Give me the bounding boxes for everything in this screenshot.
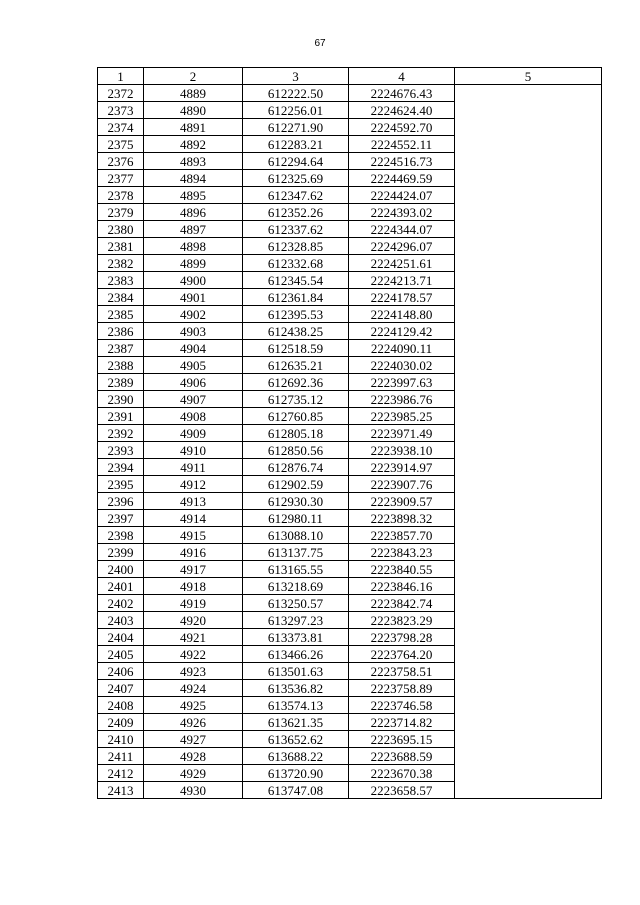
table-cell-col-1: 2385	[98, 306, 144, 323]
table-cell-col-4: 2223714.82	[349, 714, 455, 731]
table-cell-col-3: 612361.84	[243, 289, 349, 306]
table-cell-col-1: 2402	[98, 595, 144, 612]
table-cell-col-1: 2389	[98, 374, 144, 391]
table-cell-col-3: 612283.21	[243, 136, 349, 153]
table-cell-col-1: 2399	[98, 544, 144, 561]
table-cell-col-4: 2223985.25	[349, 408, 455, 425]
table-cell-col-1: 2412	[98, 765, 144, 782]
table-cell-col-1: 2391	[98, 408, 144, 425]
table-cell-col-2: 4897	[144, 221, 243, 238]
table-cell-col-1: 2404	[98, 629, 144, 646]
table-cell-col-1: 2381	[98, 238, 144, 255]
header-col-3: 3	[243, 68, 349, 85]
table-cell-col-1: 2386	[98, 323, 144, 340]
table-cell-col-4: 2224624.40	[349, 102, 455, 119]
table-cell-col-3: 612980.11	[243, 510, 349, 527]
table-cell-col-2: 4894	[144, 170, 243, 187]
table-cell-col-3: 613088.10	[243, 527, 349, 544]
table-cell-col-2: 4913	[144, 493, 243, 510]
table-cell-col-4: 2224148.80	[349, 306, 455, 323]
table-cell-col-3: 613373.81	[243, 629, 349, 646]
table-cell-col-1: 2406	[98, 663, 144, 680]
table-cell-col-4: 2223909.57	[349, 493, 455, 510]
table-cell-col-3: 613688.22	[243, 748, 349, 765]
table-cell-col-1: 2377	[98, 170, 144, 187]
table-cell-col-2: 4903	[144, 323, 243, 340]
table-cell-col-3: 613536.82	[243, 680, 349, 697]
table-cell-col-4: 2223823.29	[349, 612, 455, 629]
table-cell-col-1: 2409	[98, 714, 144, 731]
table-cell-col-4: 2223971.49	[349, 425, 455, 442]
table-cell-col-2: 4895	[144, 187, 243, 204]
table-cell-col-2: 4906	[144, 374, 243, 391]
table-cell-col-1: 2401	[98, 578, 144, 595]
table-cell-col-3: 612222.50	[243, 85, 349, 102]
table-cell-col-2: 4920	[144, 612, 243, 629]
table-cell-col-3: 612294.64	[243, 153, 349, 170]
table-cell-col-2: 4928	[144, 748, 243, 765]
header-col-5: 5	[455, 68, 602, 85]
table-cell-col-3: 612438.25	[243, 323, 349, 340]
table-cell-col-1: 2390	[98, 391, 144, 408]
table-cell-col-1: 2392	[98, 425, 144, 442]
table-cell-col-3: 612850.56	[243, 442, 349, 459]
table-cell-col-4: 2223914.97	[349, 459, 455, 476]
table-cell-col-3: 613652.62	[243, 731, 349, 748]
table-cell-col-2: 4891	[144, 119, 243, 136]
table-cell-col-1: 2407	[98, 680, 144, 697]
table-cell-col-2: 4916	[144, 544, 243, 561]
table-cell-col-4: 2223798.28	[349, 629, 455, 646]
table-cell-col-4: 2224516.73	[349, 153, 455, 170]
table-body	[98, 85, 602, 799]
table-cell-col-2: 4902	[144, 306, 243, 323]
table-cell-col-1: 2394	[98, 459, 144, 476]
table-cell-col-3: 613747.08	[243, 782, 349, 799]
table-cell-col-2: 4915	[144, 527, 243, 544]
table-cell-col-4: 2223986.76	[349, 391, 455, 408]
table-cell-col-1: 2393	[98, 442, 144, 459]
table-cell-col-4: 2223746.58	[349, 697, 455, 714]
table-cell-col-3: 612345.54	[243, 272, 349, 289]
table-cell-col-1: 2380	[98, 221, 144, 238]
table-cell-col-2: 4927	[144, 731, 243, 748]
table-cell-col-3: 613218.69	[243, 578, 349, 595]
table-cell-col-4: 2224676.43	[349, 85, 455, 102]
table-row	[98, 85, 602, 102]
table-cell-col-4: 2223938.10	[349, 442, 455, 459]
table-cell-col-3: 613574.13	[243, 697, 349, 714]
table-cell-col-1: 2411	[98, 748, 144, 765]
table-cell-col-1: 2398	[98, 527, 144, 544]
table-cell-col-2: 4924	[144, 680, 243, 697]
table-cell-col-1: 2379	[98, 204, 144, 221]
table-cell-col-2: 4921	[144, 629, 243, 646]
table-cell-col-4: 2224129.42	[349, 323, 455, 340]
table-cell-col-1: 2383	[98, 272, 144, 289]
table-cell-col-1: 2378	[98, 187, 144, 204]
table-cell-col-4: 2223907.76	[349, 476, 455, 493]
table-cell-col-4: 2223764.20	[349, 646, 455, 663]
table-cell-col-2: 4926	[144, 714, 243, 731]
table-cell-col-3: 613250.57	[243, 595, 349, 612]
table-cell-col-4: 2224424.07	[349, 187, 455, 204]
table-cell-col-2: 4907	[144, 391, 243, 408]
table-cell-col-2: 4901	[144, 289, 243, 306]
table-cell-col-2: 4908	[144, 408, 243, 425]
table-cell-col-4: 2223898.32	[349, 510, 455, 527]
table-cell-col-3: 612271.90	[243, 119, 349, 136]
table-cell-col-2: 4899	[144, 255, 243, 272]
table-cell-col-1: 2396	[98, 493, 144, 510]
table-cell-col-3: 612805.18	[243, 425, 349, 442]
table-cell-col-4: 2223695.15	[349, 731, 455, 748]
table-cell-col-2: 4912	[144, 476, 243, 493]
table-cell-col-1: 2374	[98, 119, 144, 136]
table-cell-col-3: 612518.59	[243, 340, 349, 357]
table-cell-col-2: 4919	[144, 595, 243, 612]
table-cell-col-1: 2384	[98, 289, 144, 306]
table-cell-col-2: 4925	[144, 697, 243, 714]
table-cell-col-2: 4905	[144, 357, 243, 374]
table-cell-col-4: 2223758.51	[349, 663, 455, 680]
table-cell-col-1: 2376	[98, 153, 144, 170]
table-cell-col-4: 2224393.02	[349, 204, 455, 221]
table-cell-col-2: 4889	[144, 85, 243, 102]
table-cell-col-4: 2224552.11	[349, 136, 455, 153]
table-cell-col-2: 4890	[144, 102, 243, 119]
table-cell-col-1: 2397	[98, 510, 144, 527]
page-number: 67	[314, 38, 326, 49]
table-cell-col-3: 612337.62	[243, 221, 349, 238]
table-cell-col-4: 2223997.63	[349, 374, 455, 391]
table-cell-col-1: 2410	[98, 731, 144, 748]
table-cell-col-3: 612347.62	[243, 187, 349, 204]
table-cell-col-3: 613466.26	[243, 646, 349, 663]
table-cell-col-4: 2223846.16	[349, 578, 455, 595]
table-cell-col-1: 2413	[98, 782, 144, 799]
table-cell-col-2: 4911	[144, 459, 243, 476]
table-cell-col-4: 2224090.11	[349, 340, 455, 357]
table-cell-col-3: 613501.63	[243, 663, 349, 680]
table-cell-col-4: 2224251.61	[349, 255, 455, 272]
table-cell-col-2: 4918	[144, 578, 243, 595]
table-cell-col-1: 2387	[98, 340, 144, 357]
table-cell-col-2: 4898	[144, 238, 243, 255]
table-cell-col-3: 612876.74	[243, 459, 349, 476]
table-cell-col-2: 4892	[144, 136, 243, 153]
table-cell-col-2: 4910	[144, 442, 243, 459]
table-cell-col-3: 613297.23	[243, 612, 349, 629]
table-cell-col-2: 4896	[144, 204, 243, 221]
table-cell-col-3: 613621.35	[243, 714, 349, 731]
table-cell-col-4: 2223658.57	[349, 782, 455, 799]
table-cell-col-3: 612395.53	[243, 306, 349, 323]
table-cell-col-1: 2403	[98, 612, 144, 629]
table-cell-col-4: 2223670.38	[349, 765, 455, 782]
table-cell-col-1: 2395	[98, 476, 144, 493]
table-cell-col-4: 2223688.59	[349, 748, 455, 765]
table-cell-col-4: 2224592.70	[349, 119, 455, 136]
table-cell-col-1: 2372	[98, 85, 144, 102]
header-row	[98, 68, 602, 85]
table-cell-col-2: 4930	[144, 782, 243, 799]
table-cell-col-3: 612256.01	[243, 102, 349, 119]
table-cell-col-2: 4922	[144, 646, 243, 663]
table-cell-col-4: 2224296.07	[349, 238, 455, 255]
table-cell-col-3: 612692.36	[243, 374, 349, 391]
header-col-2: 2	[144, 68, 243, 85]
table-cell-col-3: 612352.26	[243, 204, 349, 221]
table-cell-col-3: 612325.69	[243, 170, 349, 187]
table-cell-col-4: 2224344.07	[349, 221, 455, 238]
header-col-1: 1	[98, 68, 144, 85]
table-cell-col-4: 2224213.71	[349, 272, 455, 289]
table-cell-col-3: 612930.30	[243, 493, 349, 510]
table-cell-col-2: 4893	[144, 153, 243, 170]
table-cell-col-3: 613720.90	[243, 765, 349, 782]
table-cell-col-3: 612328.85	[243, 238, 349, 255]
table-cell-col-4: 2224178.57	[349, 289, 455, 306]
table-cell-col-3: 613137.75	[243, 544, 349, 561]
table-cell-col-3: 612760.85	[243, 408, 349, 425]
table-cell-col-2: 4909	[144, 425, 243, 442]
table-cell-col-1: 2408	[98, 697, 144, 714]
remarks-column-cell	[455, 85, 602, 799]
table-cell-col-1: 2373	[98, 102, 144, 119]
table-header	[98, 68, 602, 85]
table-cell-col-4: 2223842.74	[349, 595, 455, 612]
table-cell-col-2: 4914	[144, 510, 243, 527]
table-cell-col-4: 2223857.70	[349, 527, 455, 544]
table-cell-col-1: 2400	[98, 561, 144, 578]
table-cell-col-2: 4923	[144, 663, 243, 680]
table-cell-col-2: 4917	[144, 561, 243, 578]
table-cell-col-1: 2382	[98, 255, 144, 272]
table-cell-col-3: 612735.12	[243, 391, 349, 408]
table-cell-col-1: 2375	[98, 136, 144, 153]
table-cell-col-3: 612332.68	[243, 255, 349, 272]
table-cell-col-2: 4900	[144, 272, 243, 289]
table-cell-col-4: 2223758.89	[349, 680, 455, 697]
table-cell-col-1: 2388	[98, 357, 144, 374]
table-cell-col-1: 2405	[98, 646, 144, 663]
table-cell-col-4: 2224030.02	[349, 357, 455, 374]
table-cell-col-2: 4904	[144, 340, 243, 357]
table-cell-col-2: 4929	[144, 765, 243, 782]
table-cell-col-3: 613165.55	[243, 561, 349, 578]
table-cell-col-3: 612635.21	[243, 357, 349, 374]
table-cell-col-3: 612902.59	[243, 476, 349, 493]
coordinates-table	[97, 67, 602, 799]
table-cell-col-4: 2223843.23	[349, 544, 455, 561]
table-cell-col-4: 2224469.59	[349, 170, 455, 187]
table-cell-col-4: 2223840.55	[349, 561, 455, 578]
header-col-4: 4	[349, 68, 455, 85]
